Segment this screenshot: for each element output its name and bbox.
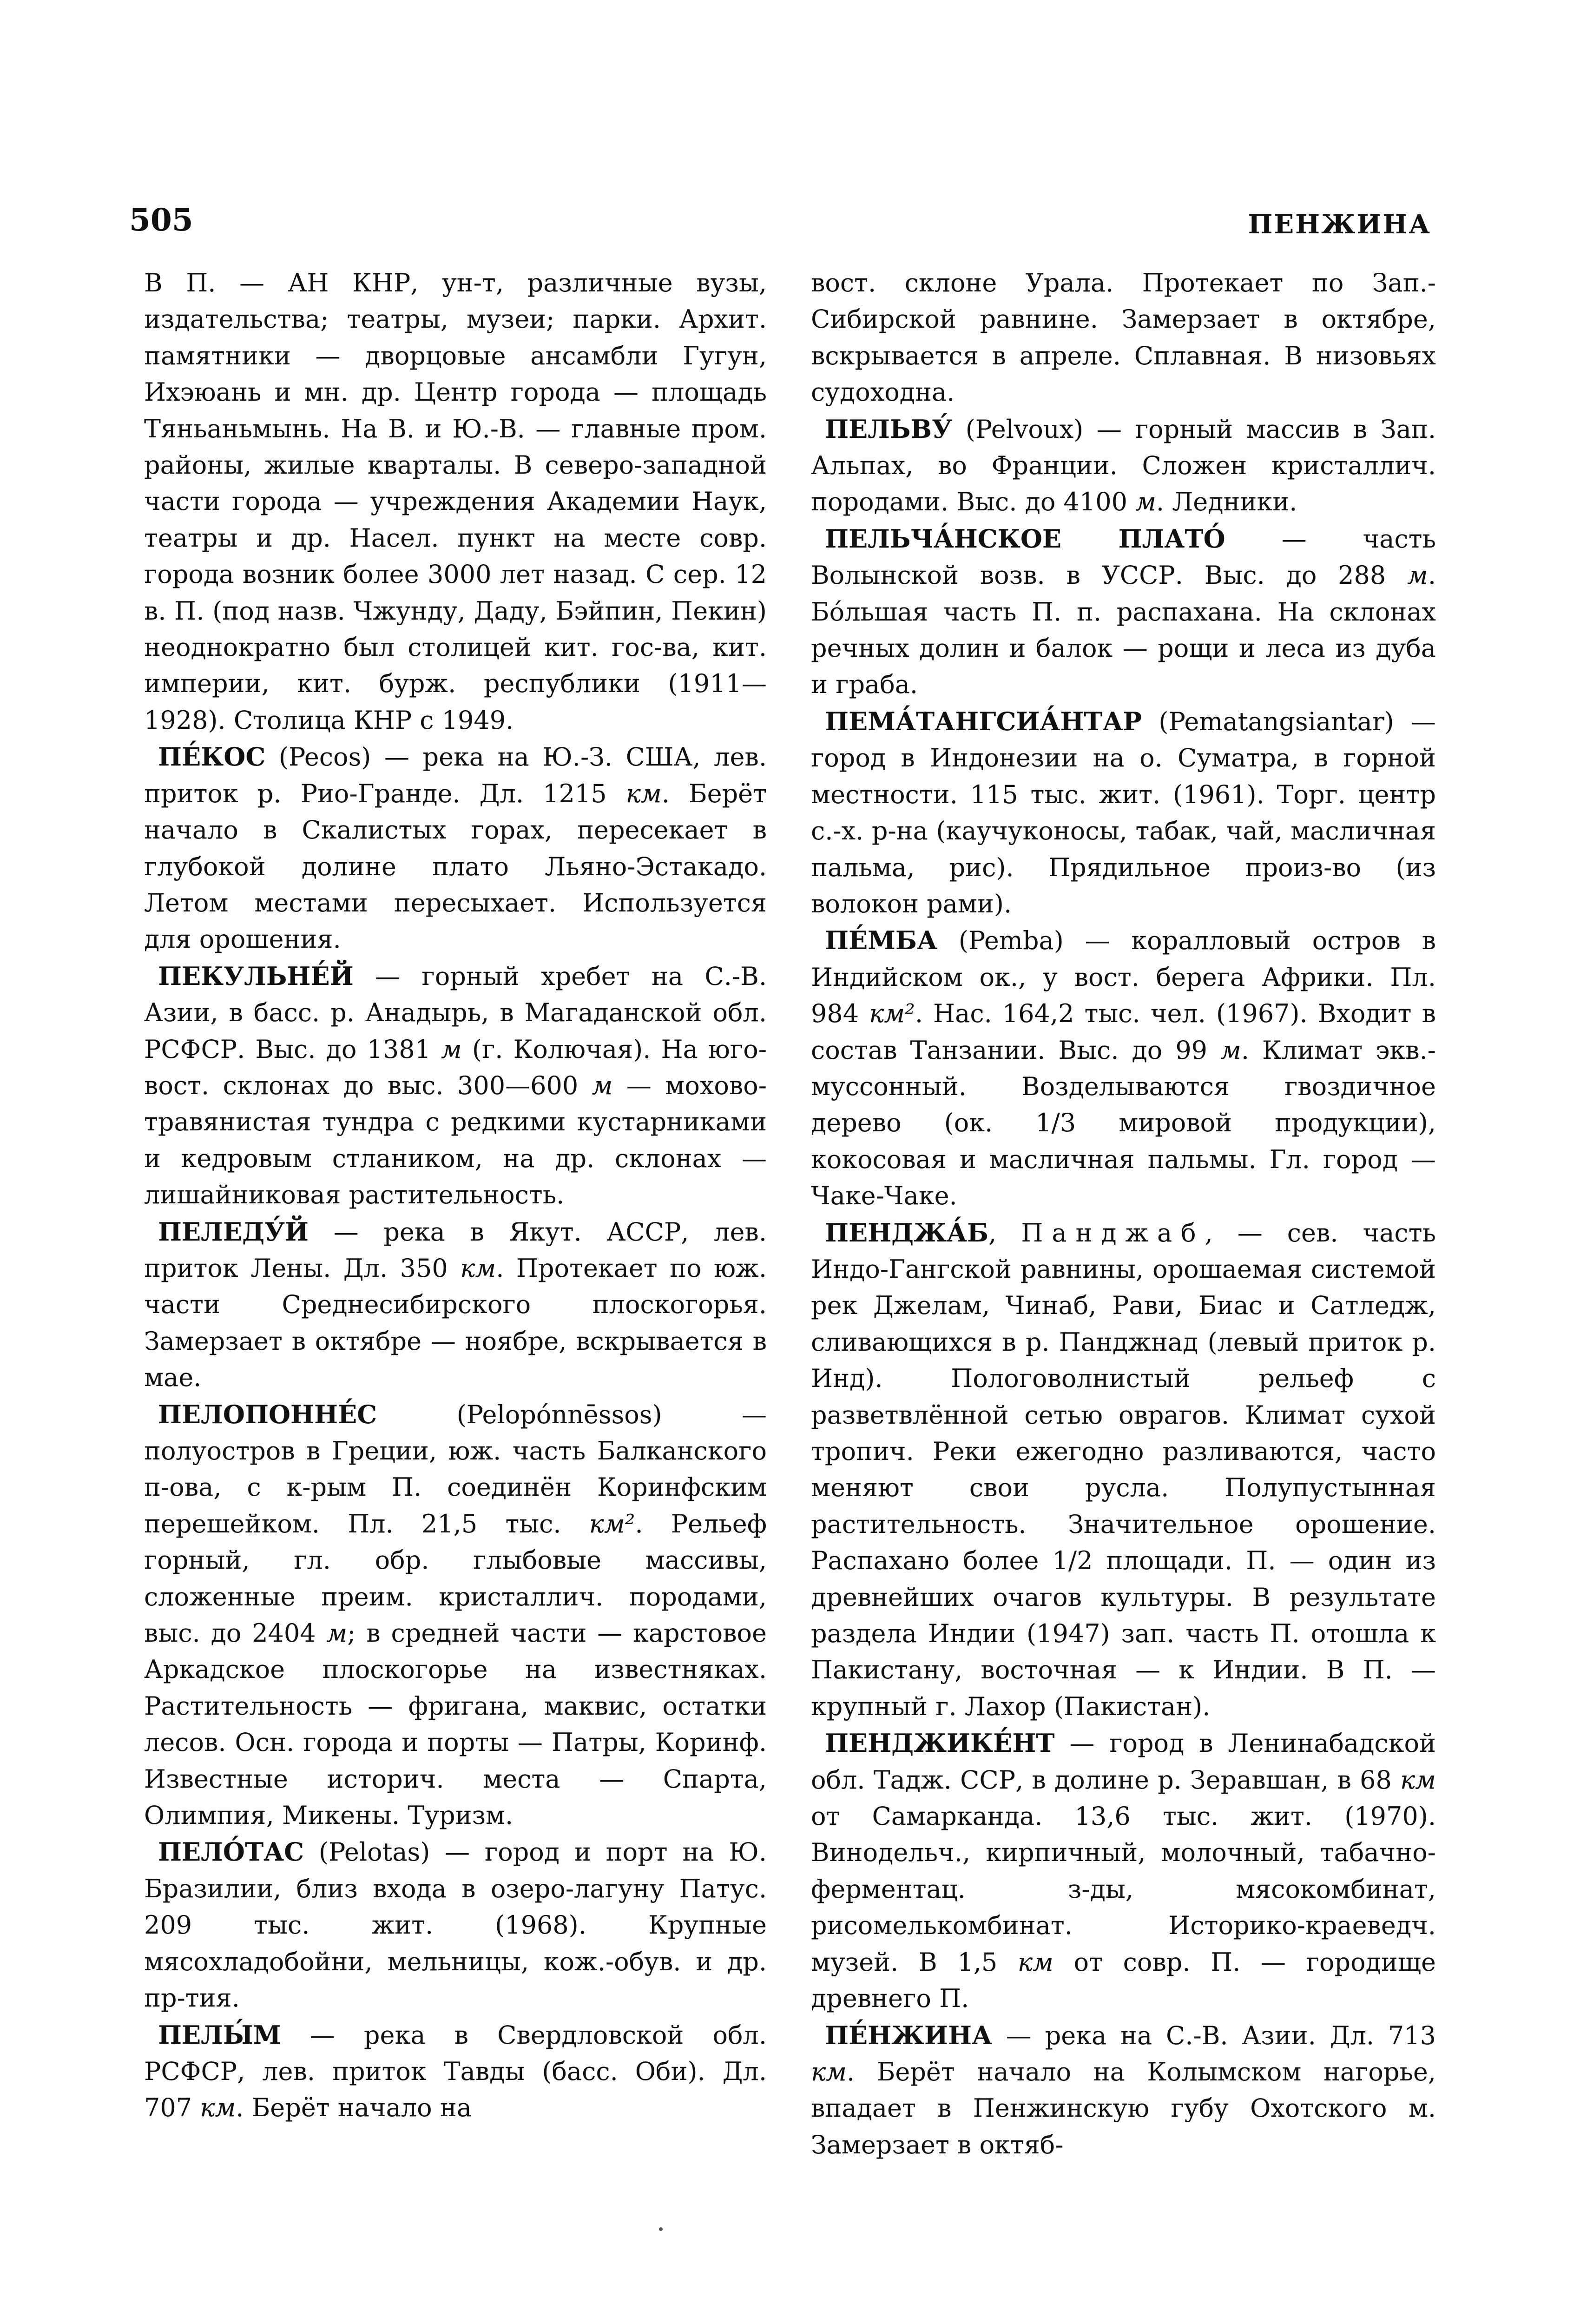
entry-pekulney: ПЕКУЛЬНЕ́Й — горный хребет на С.-В. Азии, в басс. р. Анадырь, в Магаданской обл. РСФСР. Выс. до 1381 м (г. Колючая). На юго-вост. склонах до выс. 300—600 м — мохово-травянистая тундра с редкими кустарниками и кедровым стлаником, на др. склонах — лишайниковая растительность. [144, 961, 767, 1210]
headword: ПЕЛЫ́М [158, 2020, 281, 2050]
headword: ПЕЛО́ТАС [158, 1837, 304, 1867]
headword: ПЕ́НЖИНА [825, 2020, 993, 2050]
page-mark-dot [659, 2227, 663, 2231]
headword: ПЕ́КОС [158, 742, 266, 772]
entry-pelchanskoe-plato: ПЕЛЬЧА́НСКОЕ ПЛАТО́ — часть Волынской возв. в УССР. Выс. до 288 м. Бо́льшая часть П. п. распахана. На склонах речных долин и балок — рощи и леса из дуба и граба. [811, 523, 1436, 700]
headword: ПЕНДЖА́Б [825, 1217, 989, 1248]
headword: ПЕ́МБА [825, 925, 938, 956]
page-number: 505 [129, 202, 193, 238]
entry-peleduy: ПЕЛЕДУ́Й — река в Якут. АССР, лев. приток Лены. Дл. 350 км. Протекает по юж. части Среднесибирского плоскогорья. Замерзает в октябре — ноябре, вскрывается в мае. [144, 1216, 767, 1393]
headword: ПЕМА́ТАНГСИА́НТАР [825, 706, 1142, 736]
entry-pemba: ПЕ́МБА (Pemba) — коралловый остров в Индийском ок., у вост. берега Африки. Пл. 984 км². Нас. 164,2 тыс. чел. (1967). Входит в состав Танзании. Выс. до 99 м. Климат экв.-муссонный. Возделываются гвоздичное дерево (ок. 1/3 мировой продукции), кокосовая и масличная пальмы. Гл. город — Чаке-Чаке. [811, 925, 1436, 1211]
running-head: ПЕНЖИНА [1248, 209, 1431, 240]
left-column [144, 265, 767, 2126]
headword: ПЕНДЖИКЕ́НТ [825, 1728, 1055, 1758]
entry-pematangsiantar: ПЕМА́ТАНГСИА́НТАР (Pematangsiantar) — город в Индонезии на о. Суматра, в горной местности. 115 тыс. жит. (1961). Торг. центр с.-х. р-на (каучуконосы, табак, чай, масличная пальма, рис). Прядильное произ-во (из волокон рами). [811, 706, 1436, 918]
entry-penzhina: ПЕ́НЖИНА — река на С.-В. Азии. Дл. 713 км. Берёт начало на Колымском нагорье, впадает в Пенжинскую губу Охотского м. Замерзает в октяб- [811, 2020, 1436, 2159]
entry-pelotas: ПЕЛО́ТАС (Pelotas) — город и порт на Ю. Бразилии, близ входа в озеро-лагуну Патус. 209 тыс. жит. (1968). Крупные мясохладобойни, мельницы, кож.-обув. и др. пр-тия. [144, 1837, 767, 2013]
entry-pendzhikent: ПЕНДЖИКЕ́НТ — город в Ленинабадской обл. Тадж. ССР, в долине р. Зеравшан, в 68 км от Самарканда. 13,6 тыс. жит. (1970). Винодельч., кирпичный, молочный, табачно-ферментац. з-ды, мясокомбинат, рисомелькомбинат. Историко-краеведч. музей. В 1,5 км от совр. П. — городище древнего П. [811, 1728, 1436, 2014]
entry-pelvu: ПЕЛЬВУ́ (Pelvoux) — горный массив в Зап. Альпах, во Франции. Сложен кристаллич. породами. Выс. до 4100 м. Ледники. [811, 414, 1436, 517]
headword: ПЕЛЬВУ́ [825, 414, 952, 444]
headword: ПЕЛОПОННЕ́С [158, 1399, 377, 1429]
entry-peloponnes: ПЕЛОПОННЕ́С (Pelopónnēssos) — полуостров в Греции, юж. часть Балканского п-ова, с к-рым П. соединён Коринфским перешейком. Пл. 21,5 тыс. км². Рельеф горный, гл. обр. глыбовые массивы, сложенные преим. кристаллич. породами, выс. до 2404 м; в средней части — карстовое Аркадское плоскогорье на известняках. Растительность — фригана, маквис, остатки лесов. Осн. города и порты — Патры, Коринф. Известные историч. места — Спарта, Олимпия, Микены. Туризм. [144, 1399, 767, 1830]
continued-entry-text: вост. склоне Урала. Протекает по Зап.-Сибирской равнине. Замерзает в октябре, вскрывается в апреле. Сплавная. В низовьях судоходна. [811, 268, 1436, 407]
headword: ПЕКУЛЬНЕ́Й [158, 961, 354, 991]
headword: ПЕЛЬЧА́НСКОЕ ПЛАТО́ [825, 523, 1225, 554]
right-column [811, 265, 1436, 2163]
headword: ПЕЛЕДУ́Й [158, 1216, 309, 1247]
entry-pekos: ПЕ́КОС (Pecos) — река на Ю.-З. США, лев. приток р. Рио-Гранде. Дл. 1215 км. Берёт начало в Скалистых горах, пересекает в глубокой долине плато Льяно-Эстакадо. Летом местами пересыхает. Используется для орошения. [144, 742, 767, 954]
entry-pendzhab: ПЕНДЖА́Б, Панджаб, — сев. часть Индо-Гангской равнины, орошаемая системой рек Джелам, Чинаб, Рави, Биас и Сатледж, сливающихся в р. Панджнад (левый приток р. Инд). Пологоволнистый рельеф с разветвлённой сетью оврагов. Климат сухой тропич. Реки ежегодно разливаются, часто меняют свои русла. Полупустынная растительность. Значительное орошение. Распахано более 1/2 площади. П. — один из древнейших очагов культуры. В результате раздела Индии (1947) зап. часть П. отошла к Пакистану, восточная — к Индии. В П. — крупный г. Лахор (Пакистан). [811, 1217, 1436, 1721]
entry-pelym: ПЕЛЫ́М — река в Свердловской обл. РСФСР, лев. приток Тавды (басс. Оби). Дл. 707 км. Берёт начало на [144, 2020, 767, 2123]
continued-entry-text: В П. — АН КНР, ун-т, различные вузы, издательства; театры, музеи; парки. Архит. памятники — дворцовые ансамбли Гугун, Ихэюань и мн. др. Центр города — площадь Тяньаньмынь. На В. и Ю.-В. — главные пром. районы, жилые кварталы. В северо-западной части города — учреждения Академии Наук, театры и др. Насел. пункт на месте совр. города возник более 3000 лет назад. С сер. 12 в. П. (под назв. Чжунду, Даду, Бэйпин, Пекин) неоднократно был столицей кит. гос-ва, кит. империи, кит. бурж. республики (1911—1928). Столица КНР с 1949. [144, 268, 767, 735]
